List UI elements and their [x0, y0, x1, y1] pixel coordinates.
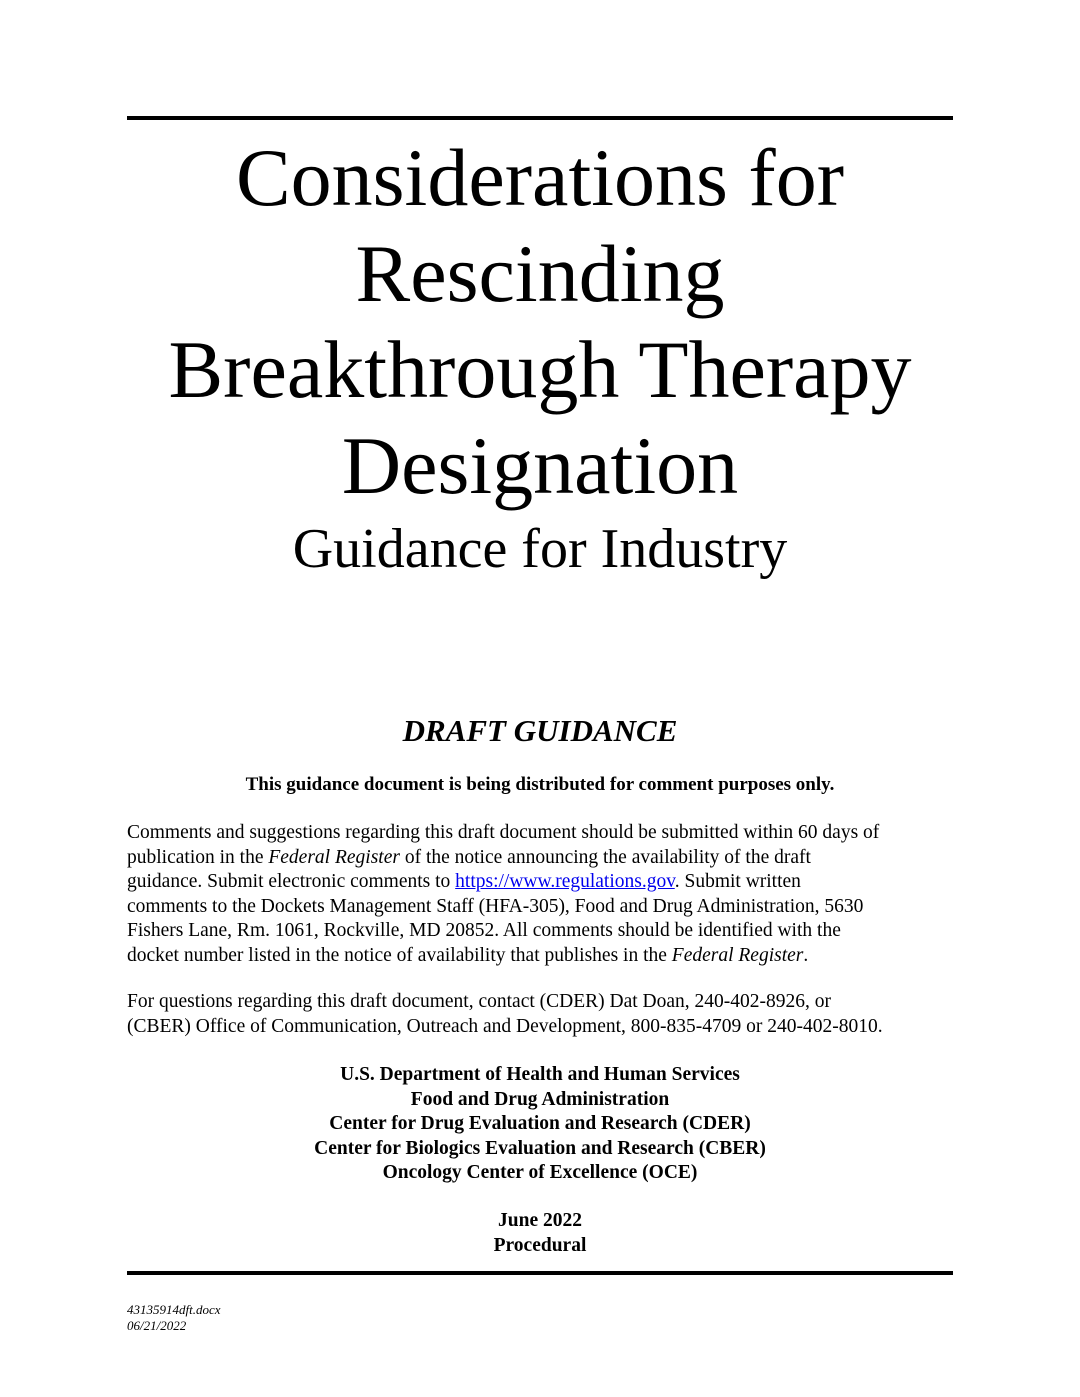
title-line-1: Considerations for [235, 132, 845, 223]
agency-fda: Food and Drug Administration [410, 1088, 670, 1110]
questions-line-1: For questions regarding this draft document, contact (CDER) Dat Doan, 240-402-8926, or [127, 991, 832, 1012]
comments-line-4: comments to the Dockets Management Staff (HFA-305), Food and Drug Administration, 5630 [127, 895, 864, 917]
footer-metadata [127, 1302, 221, 1334]
title-line-2: Rescinding [355, 228, 725, 319]
comments-line-3 [127, 870, 953, 895]
comments-text: . [803, 944, 809, 966]
title-line-3: Breakthrough Therapy [168, 324, 912, 415]
distribution-note: This guidance document is being distributed for comment purposes only. [245, 774, 835, 795]
date-block [100, 1209, 980, 1258]
comments-line-5: Fishers Lane, Rm. 1061, Rockville, MD 20852. All comments should be identified with the [127, 920, 841, 941]
comments-text: of the notice announcing the availability of the draft [399, 846, 811, 868]
top-rule [127, 116, 953, 120]
regulations-gov-link[interactable]: https://www.regulations.gov [455, 871, 675, 892]
title-line-4: Designation [341, 420, 739, 511]
comments-line-6 [127, 944, 953, 969]
comments-text: guidance. Submit electronic comments to [127, 871, 456, 892]
footer-file-name: 43135914dft.docx [127, 1302, 221, 1317]
document-subtitle: Guidance for Industry [292, 518, 788, 580]
comments-text: docket number listed in the notice of availability that publishes in the [127, 944, 672, 966]
agency-oce: Oncology Center of Excellence (OCE) [382, 1162, 698, 1183]
footer-file-date: 06/21/2022 [127, 1318, 187, 1333]
bottom-rule [127, 1271, 953, 1275]
comments-paragraph [127, 821, 953, 968]
federal-register-italic: Federal Register [671, 944, 804, 966]
agency-cder: Center for Drug Evaluation and Research (CDER) [329, 1113, 751, 1134]
publication-date: June 2022 [498, 1210, 582, 1231]
questions-line-2: (CBER) Office of Communication, Outreach and Development, 800-835-4709 or 240-402-8010. [127, 1015, 883, 1037]
comments-line-2 [127, 846, 953, 871]
agency-list [100, 1063, 980, 1186]
comments-text: publication in the [127, 846, 269, 868]
document-title [100, 130, 980, 584]
agency-hhs: U.S. Department of Health and Human Services [340, 1064, 740, 1085]
questions-paragraph [127, 990, 953, 1039]
federal-register-italic: Federal Register [268, 846, 400, 868]
agency-cber: Center for Biologics Evaluation and Research (CBER) [314, 1137, 766, 1159]
guidance-category: Procedural [493, 1234, 587, 1256]
comments-line-1: Comments and suggestions regarding this draft document should be submitted within 60 days of [127, 822, 880, 843]
draft-guidance-heading: DRAFT GUIDANCE [402, 713, 678, 748]
comments-text: . Submit written [674, 871, 801, 892]
